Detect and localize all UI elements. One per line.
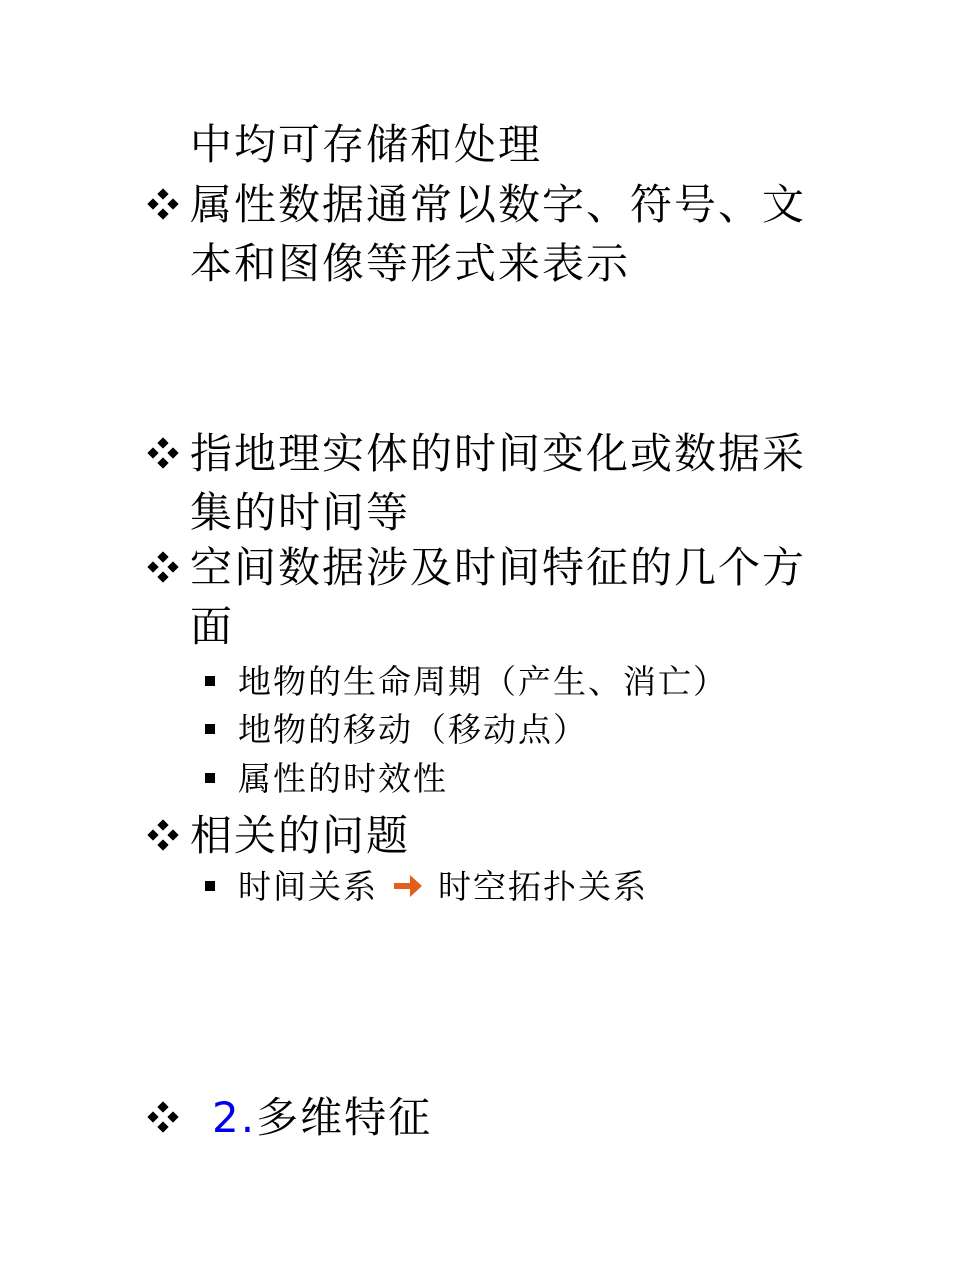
spatiotemporal-topology-text: 时空拓扑关系 — [438, 867, 648, 906]
bullet-related-issues: 相关的问题 — [190, 811, 411, 860]
square-bullet-icon — [205, 773, 215, 783]
bullet-time-change-line2: 集的时间等 — [190, 488, 411, 537]
sub-item-timeliness: 属性的时效性 — [238, 759, 448, 798]
section-number: 2. — [212, 1093, 257, 1142]
sub-item-relation — [238, 867, 648, 906]
sub-item-movement: 地物的移动（移动点） — [238, 710, 588, 749]
section-heading — [212, 1093, 433, 1142]
bullet-time-change-line1: 指地理实体的时间变化或数据采 — [190, 429, 807, 478]
square-bullet-icon — [205, 724, 215, 734]
continuation-text: 中均可存储和处理 — [190, 120, 543, 169]
sub-item-lifecycle: 地物的生命周期（产生、消亡） — [238, 662, 728, 701]
square-bullet-icon — [205, 676, 215, 686]
bullet-attribute-data-line2: 本和图像等形式来表示 — [190, 239, 631, 288]
diamond-bullet-icon — [147, 1101, 179, 1133]
section-title: 多维特征 — [256, 1093, 433, 1142]
diamond-bullet-icon — [147, 188, 179, 220]
square-bullet-icon — [205, 881, 215, 891]
arrow-right-icon — [392, 872, 424, 900]
bullet-time-aspects-line1: 空间数据涉及时间特征的几个方 — [190, 543, 807, 592]
diamond-bullet-icon — [147, 819, 179, 851]
bullet-attribute-data-line1: 属性数据通常以数字、符号、文 — [190, 180, 807, 229]
time-relation-text: 时间关系 — [238, 867, 378, 906]
diamond-bullet-icon — [147, 437, 179, 469]
diamond-bullet-icon — [147, 551, 179, 583]
bullet-time-aspects-line2: 面 — [190, 602, 235, 651]
